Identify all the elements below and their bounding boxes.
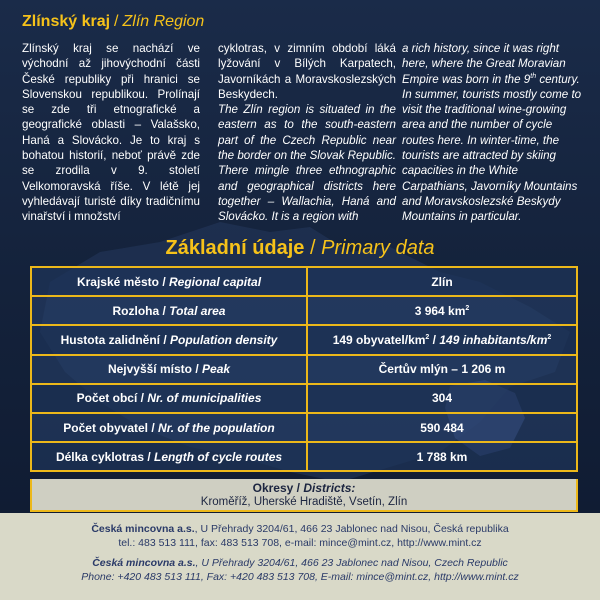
- title-separator: /: [114, 13, 119, 30]
- footer-czech-contact: tel.: 483 513 111, fax: 483 513 708, e-mail: mince@mint.cz, http://www.mint.cz: [118, 537, 482, 549]
- intro-text-czech: Zlínský kraj se nachází ve východní až jihovýchodní části České republiky při hranici se Slovenskou republikou. Prolínají se zde tři etnografické a geografické oblasti – Valašsko, Haná a Slovácko. Je to kraj s bohatou historií, neboť právě zde se zrodila v 9. století Velkomoravská říše. V létě jej vyhledávají turisté díky tradičnímu vinařství i množství: [22, 42, 200, 224]
- table-row: [31, 355, 577, 384]
- footer-english: [0, 556, 600, 584]
- title-english: Zlín Region: [122, 13, 205, 30]
- row-value: Čertův mlýn – 1 206 m: [307, 355, 577, 384]
- title-czech: Zlínský kraj: [22, 13, 111, 30]
- table-row: [31, 267, 577, 296]
- footer-english-contact: Phone: +420 483 513 111, Fax: +420 483 513 708, E-mail: mince@mint.cz, http://www.mint.cz: [81, 571, 519, 583]
- page-title: [22, 13, 204, 31]
- intro-text-english-continued: a rich history, since it was right here, where the Great Moravian Empire was born in the 9th century. In summer, tourists mostly come to visit the traditional wine-growing area and the number of cycle routes here. In winter-time, the tourists are attracted by skiing capacities in the White Carpathians, Javorníky Mountains and Moravskoslezské Beskydy Mountains in particular.: [402, 42, 582, 224]
- row-label: Krajské město / Regional capital: [31, 267, 307, 296]
- row-value: 1 788 km: [307, 442, 577, 471]
- footer-czech-address: Česká mincovna a.s., U Přehrady 3204/61, 466 23 Jablonec nad Nisou, Česká republika: [91, 523, 509, 535]
- intro-text-english: The Zlín region is situated in the eastern as to the south-eastern part of the Czech Republic near the border on the Slovak Republic. There mingle three ethnographic and geographical districts here together – Wallachia, Haná and Slovácko. It is a region with: [218, 103, 396, 224]
- table-row: [31, 442, 577, 471]
- intro-text-czech-continued: cyklotras, v zimním období láká lyžování v Bílých Karpatech, Javorníkách a Moravskoslezských Beskydech.: [218, 42, 396, 101]
- districts-list: Kroměříž, Uherské Hradiště, Vsetín, Zlín: [200, 496, 408, 508]
- districts-title: Okresy / Districts:: [252, 481, 356, 495]
- intro-column-3: [402, 41, 584, 225]
- primary-data-heading-english: Primary data: [321, 237, 435, 259]
- row-label: Rozloha / Total area: [31, 296, 307, 325]
- primary-data-heading-czech: Základní údaje: [165, 237, 305, 259]
- row-label: Nejvyšší místo / Peak: [31, 355, 307, 384]
- table-row: [31, 384, 577, 413]
- footer: [0, 513, 600, 600]
- row-label: Délka cyklotras / Length of cycle routes: [31, 442, 307, 471]
- footer-czech: [0, 522, 600, 550]
- footer-english-address: Česká mincovna a.s., U Přehrady 3204/61, 466 23 Jablonec nad Nisou, Czech Republic: [92, 557, 508, 569]
- row-value: 149 obyvatel/$km^2 / 149$ inhabitants/$km^2$: [307, 325, 577, 354]
- intro-column-1: [22, 41, 200, 225]
- districts-box: [30, 479, 578, 512]
- intro-column-2: [218, 41, 396, 225]
- table-row: [31, 325, 577, 354]
- row-label: Počet obyvatel / Nr. of the population: [31, 413, 307, 442]
- row-value: 304: [307, 384, 577, 413]
- primary-data-heading-separator: /: [310, 237, 316, 259]
- table-row: [31, 296, 577, 325]
- row-value: 590 484: [307, 413, 577, 442]
- primary-data-heading: [0, 237, 600, 260]
- row-label: Hustota zalidnění / Population density: [31, 325, 307, 354]
- row-label: Počet obcí / Nr. of municipalities: [31, 384, 307, 413]
- row-value: 3 964 $km^2$: [307, 296, 577, 325]
- table-row: [31, 413, 577, 442]
- row-value: Zlín: [307, 267, 577, 296]
- primary-data-table: [30, 266, 578, 472]
